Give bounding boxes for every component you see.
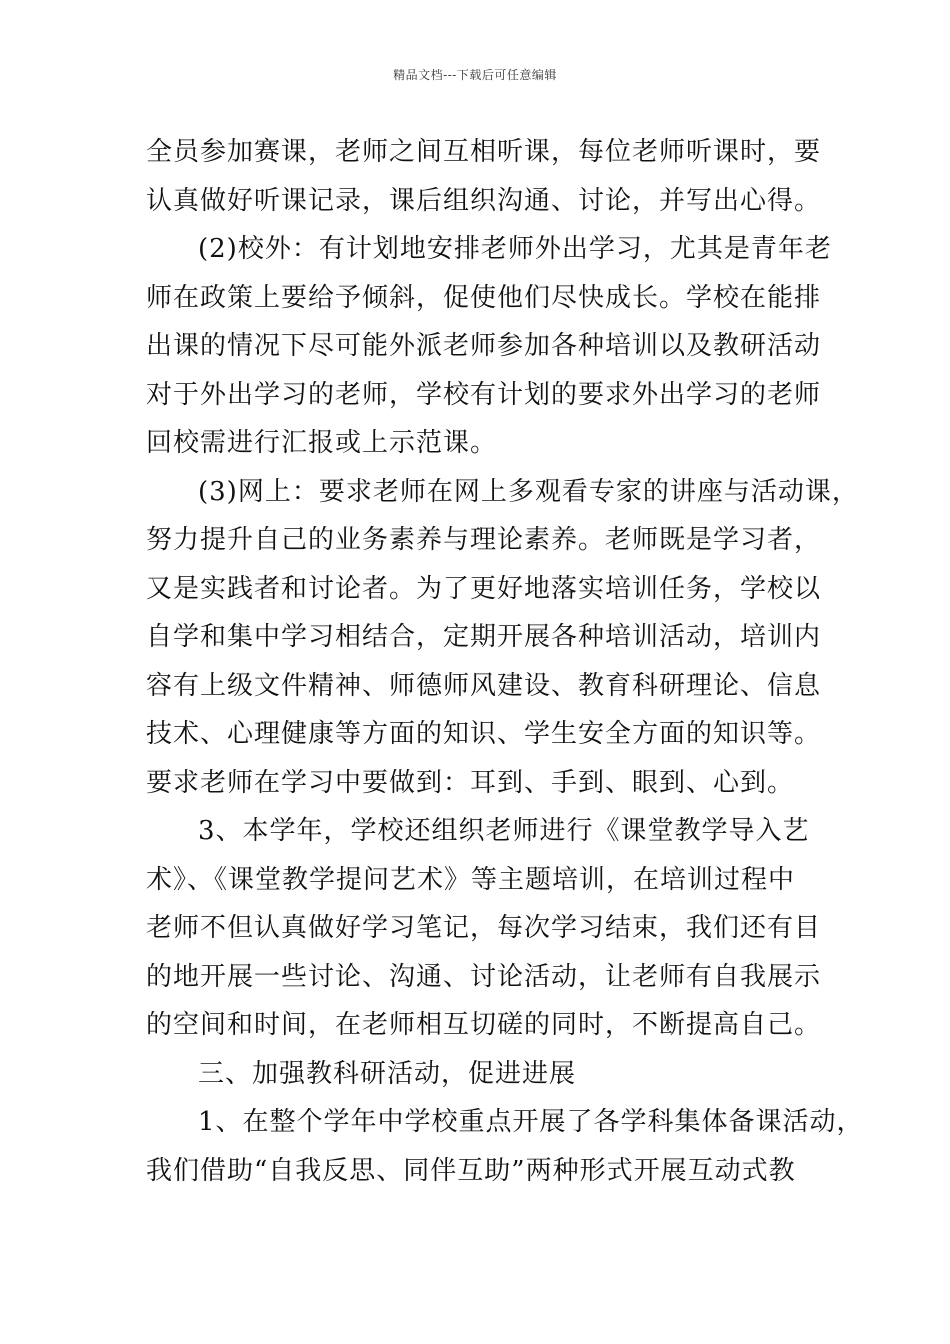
text-line: (2)校外：有计划地安排老师外出学习，尤其是青年老 bbox=[198, 234, 832, 264]
text-line: 技术、心理健康等方面的知识、学生安全方面的知识等。 bbox=[146, 719, 822, 749]
text-line: 又是实践者和讨论者。为了更好地落实培训任务，学校以 bbox=[146, 573, 822, 604]
text-line: 术》、《课堂教学提问艺术》等主题培训，在培训过程中 bbox=[146, 864, 796, 895]
text-line: 的地开展一些讨论、沟通、讨论活动，让老师有自我展示 bbox=[146, 961, 822, 992]
text-line: 回校需进行汇报或上示范课。 bbox=[146, 428, 498, 458]
text-line: 我们借助“自我反思、同伴互助”两种形式开展互动式教 bbox=[146, 1155, 796, 1186]
text-line: 全员参加赛课，老师之间互相听课，每位老师听课时，要 bbox=[146, 137, 822, 167]
document-body bbox=[146, 128, 864, 1195]
text-line: 1、在整个学年中学校重点开展了各学科集体备课活动， bbox=[198, 1107, 864, 1137]
text-line: 老师不但认真做好学习笔记，每次学习结束，我们还有目 bbox=[146, 913, 822, 943]
text-line: 出课的情况下尽可能外派老师参加各种培训以及教研活动 bbox=[146, 331, 822, 361]
text-line: 自学和集中学习相结合，定期开展各种培训活动，培训内 bbox=[146, 622, 822, 652]
text-line: 努力提升自己的业务素养与理论素养。老师既是学习者， bbox=[146, 525, 822, 555]
text-line: 容有上级文件精神、师德师风建设、教育科研理论、信息 bbox=[146, 670, 822, 701]
text-line: (3)网上：要求老师在网上多观看专家的讲座与活动课， bbox=[198, 476, 859, 507]
text-line: 对于外出学习的老师，学校有计划的要求外出学习的老师 bbox=[146, 379, 822, 410]
text-line: 师在政策上要给予倾斜，促使他们尽快成长。学校在能排 bbox=[146, 282, 822, 313]
page-header: 精品文档---下载后可任意编辑 bbox=[393, 68, 557, 82]
section-heading: 三、加强教科研活动，促进进展 bbox=[198, 1058, 577, 1089]
text-line: 3、本学年，学校还组织老师进行《课堂教学导入艺 bbox=[198, 816, 810, 846]
text-line: 认真做好听课记录，课后组织沟通、讨论，并写出心得。 bbox=[146, 185, 822, 216]
text-line: 的空间和时间，在老师相互切磋的同时，不断提高自己。 bbox=[146, 1010, 822, 1040]
text-line: 要求老师在学习中要做到：耳到、手到、眼到、心到。 bbox=[146, 767, 795, 798]
